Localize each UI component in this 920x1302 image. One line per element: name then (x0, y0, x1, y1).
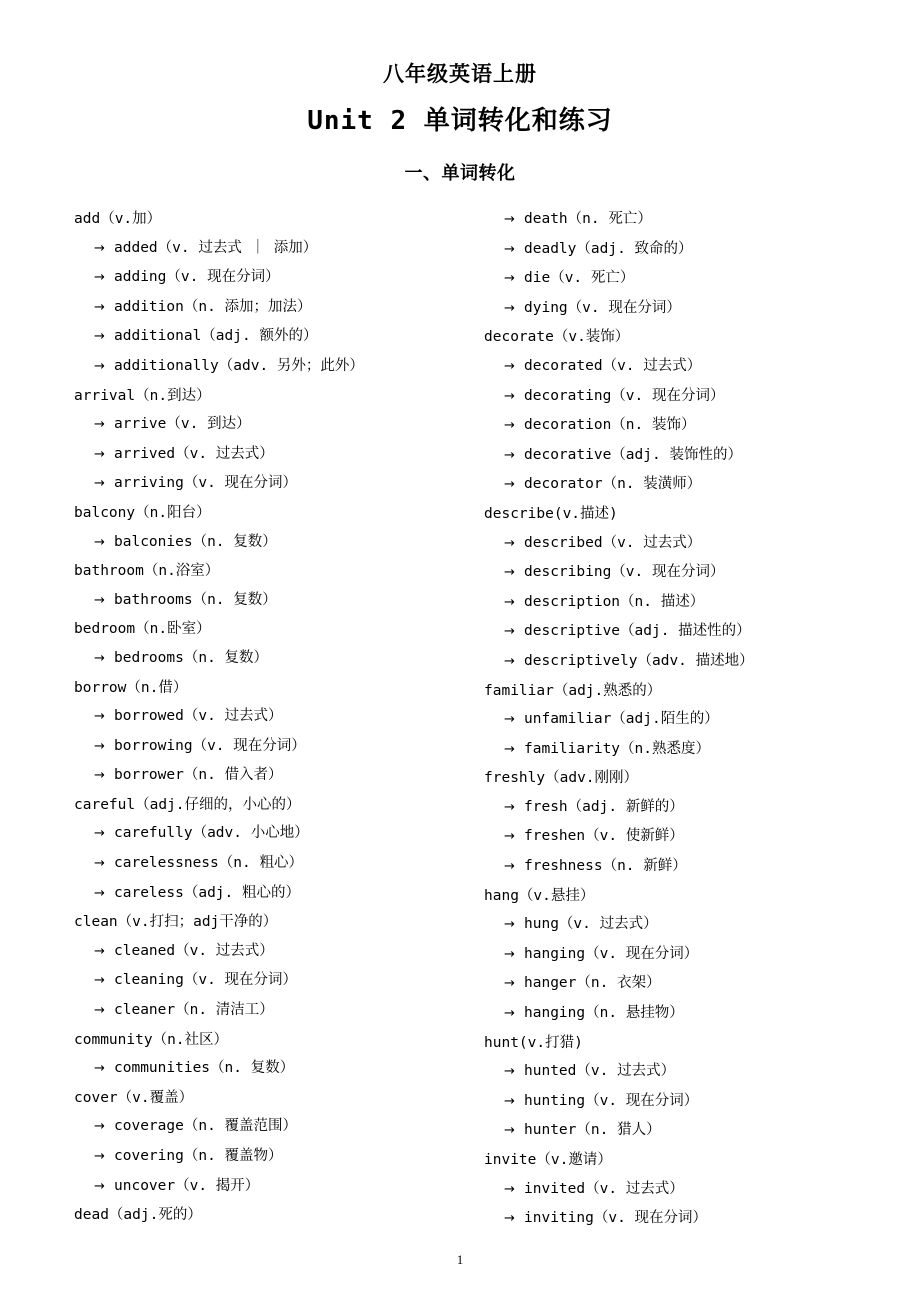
word-entry-derived (482, 910, 848, 940)
word-entry-text: uncover（v. 揭开） (114, 1177, 260, 1194)
arrow-right-icon: → (94, 1119, 105, 1135)
word-entry-headword (482, 764, 848, 793)
word-entry-text: arrive（v. 到达） (114, 416, 251, 433)
word-entry-derived (482, 1087, 848, 1117)
arrow-right-icon: → (504, 1064, 515, 1080)
word-entry-text: hunter（n. 猎人） (524, 1122, 661, 1139)
arrow-right-icon: → (94, 270, 105, 286)
word-entry-derived (482, 441, 848, 471)
arrow-right-icon: → (94, 709, 105, 725)
word-entry-derived (72, 440, 460, 470)
word-entry-headword (72, 1201, 460, 1230)
word-entry-text: borrowing（v. 现在分词） (114, 737, 306, 754)
word-entry-derived (72, 352, 460, 382)
word-entry-text: invited（v. 过去式） (524, 1180, 684, 1197)
word-entry-derived (482, 264, 848, 294)
arrow-right-icon: → (504, 829, 515, 845)
word-entry-headword (72, 499, 460, 528)
arrow-right-icon: → (504, 653, 515, 669)
word-entry-text: careless（adj. 粗心的） (114, 884, 300, 901)
arrow-right-icon: → (504, 1211, 515, 1227)
word-entry-text: dying（v. 现在分词） (524, 299, 681, 316)
word-entry-derived (482, 205, 848, 235)
word-entry-text: decoration（n. 装饰） (524, 417, 696, 434)
word-entry-headword (72, 1084, 460, 1113)
word-entry-derived (482, 588, 848, 618)
word-entry-derived (72, 322, 460, 352)
arrow-right-icon: → (504, 712, 515, 728)
word-entry-headword (72, 382, 460, 411)
word-list-columns (72, 185, 848, 1234)
arrow-right-icon: → (504, 300, 515, 316)
word-entry-derived (482, 969, 848, 999)
word-entry-text: hung（v. 过去式） (524, 916, 658, 933)
word-entry-headword (72, 674, 460, 703)
word-entry-text: balconies（n. 复数） (114, 533, 277, 550)
word-entry-derived (482, 793, 848, 823)
word-entry-derived (482, 558, 848, 588)
word-entry-text: adding（v. 现在分词） (114, 269, 280, 286)
arrow-right-icon: → (504, 535, 515, 551)
word-entry-text: described（v. 过去式） (524, 534, 702, 551)
arrow-right-icon: → (94, 943, 105, 959)
word-entry-text: bedroom（n.卧室） (74, 621, 211, 638)
arrow-right-icon: → (504, 358, 515, 374)
word-entry-text: dead（adj.死的） (74, 1207, 202, 1224)
word-entry-headword (72, 791, 460, 820)
word-entry-text: fresh（adj. 新鲜的） (524, 798, 684, 815)
arrow-right-icon: → (504, 1123, 515, 1139)
arrow-right-icon: → (94, 1003, 105, 1019)
word-entry-headword (72, 1026, 460, 1055)
word-entry-derived (482, 1057, 848, 1087)
word-list-right-column (460, 205, 848, 1234)
word-entry-derived (482, 470, 848, 500)
word-entry-text: description（n. 描述） (524, 593, 705, 610)
word-entry-text: inviting（v. 现在分词） (524, 1210, 708, 1227)
word-list-left-column (72, 205, 460, 1234)
word-entry-text: covering（n. 覆盖物） (114, 1148, 283, 1164)
arrow-right-icon: → (504, 1181, 515, 1197)
word-entry-text: arriving（v. 现在分词） (114, 475, 298, 492)
arrow-right-icon: → (504, 859, 515, 875)
word-entry-text: communities（n. 复数） (114, 1060, 295, 1077)
word-entry-derived (482, 940, 848, 970)
word-entry-derived (72, 234, 460, 264)
word-entry-derived (72, 1054, 460, 1084)
word-entry-derived (72, 1142, 460, 1172)
word-entry-derived (482, 822, 848, 852)
word-entry-text: cleaner（n. 清洁工） (114, 1002, 274, 1019)
arrow-right-icon: → (504, 624, 515, 640)
word-entry-derived (482, 411, 848, 441)
arrow-right-icon: → (504, 1006, 515, 1022)
word-entry-text: careful（adj.仔细的，小心的） (74, 796, 301, 813)
arrow-right-icon: → (94, 358, 105, 374)
word-entry-derived (72, 996, 460, 1026)
word-entry-text: freshly（adv.刚刚） (484, 770, 639, 787)
arrow-right-icon: → (94, 1061, 105, 1077)
word-entry-text: unfamiliar（adj.陌生的） (524, 711, 719, 728)
arrow-right-icon: → (94, 299, 105, 315)
word-entry-text: die（v. 死亡） (524, 270, 635, 287)
word-entry-headword (72, 908, 460, 937)
arrow-right-icon: → (94, 417, 105, 433)
arrow-right-icon: → (504, 477, 515, 493)
word-entry-text: familiarity（n.熟悉度） (524, 740, 710, 757)
word-entry-text: cleaned（v. 过去式） (114, 942, 274, 959)
arrow-right-icon: → (504, 418, 515, 434)
word-entry-text: borrower（n. 借入者） (114, 767, 283, 784)
section-heading: 一、单词转化 (404, 163, 516, 183)
word-entry-text: hanging（v. 现在分词） (524, 945, 699, 962)
word-entry-headword (482, 677, 848, 706)
page-subtitle: Unit 2 单词转化和练习 (307, 106, 613, 136)
word-entry-text: clean（v.打扫；adj干净的） (74, 914, 278, 931)
word-entry-text: community（n.社区） (74, 1031, 229, 1048)
arrow-right-icon: → (504, 447, 515, 463)
word-entry-text: decorator（n. 装潢师） (524, 476, 702, 493)
word-entry-text: borrowed（v. 过去式） (114, 708, 283, 725)
word-entry-text: decorating（v. 现在分词） (524, 387, 725, 404)
arrow-right-icon: → (94, 446, 105, 462)
word-entry-derived (482, 235, 848, 265)
word-entry-derived (482, 705, 848, 735)
word-entry-derived (482, 617, 848, 647)
word-entry-headword (482, 500, 848, 529)
word-entry-derived (482, 294, 848, 324)
word-entry-text: balcony（n.阳台） (74, 504, 211, 521)
arrow-right-icon: → (94, 738, 105, 754)
arrow-right-icon: → (94, 650, 105, 666)
word-entry-headword (482, 882, 848, 911)
arrow-right-icon: → (504, 741, 515, 757)
word-entry-derived (482, 1204, 848, 1234)
word-entry-text: freshness（n. 新鲜） (524, 858, 687, 875)
word-entry-text: bathrooms（n. 复数） (114, 591, 277, 608)
word-entry-text: hunt(v.打猎) (484, 1034, 583, 1051)
word-entry-text: descriptive（adj. 描述性的） (524, 623, 751, 640)
word-entry-headword (72, 205, 460, 234)
word-entry-text: additional（adj. 额外的） (114, 328, 318, 345)
word-entry-text: hunted（v. 过去式） (524, 1063, 676, 1080)
word-entry-derived (72, 1112, 460, 1142)
word-entry-text: borrow（n.借） (74, 679, 188, 696)
word-entry-derived (482, 735, 848, 765)
word-entry-derived (72, 586, 460, 616)
word-entry-headword (482, 1029, 848, 1058)
word-entry-text: arrived（v. 过去式） (114, 445, 274, 462)
word-entry-text: familiar（adj.熟悉的） (484, 682, 662, 699)
arrow-right-icon: → (504, 1093, 515, 1109)
page-title: 八年级英语上册 (383, 62, 537, 86)
arrow-right-icon: → (504, 565, 515, 581)
word-entry-text: carefully（adv. 小心地） (114, 825, 309, 842)
word-entry-text: freshen（v. 使新鲜） (524, 828, 684, 845)
word-entry-text: bathroom（n.浴室） (74, 563, 220, 580)
word-entry-text: hang（v.悬挂） (484, 887, 595, 904)
word-entry-text: add（v.加） (74, 211, 162, 227)
arrow-right-icon: → (94, 534, 105, 550)
word-entry-text: decorative（adj. 装饰性的） (524, 446, 742, 463)
word-entry-derived (482, 1175, 848, 1205)
arrow-right-icon: → (94, 1149, 105, 1164)
arrow-right-icon: → (504, 241, 515, 257)
arrow-right-icon: → (94, 885, 105, 901)
word-entry-derived (482, 999, 848, 1029)
arrow-right-icon: → (504, 976, 515, 992)
arrow-right-icon: → (94, 592, 105, 608)
word-entry-derived (72, 469, 460, 499)
word-entry-derived (72, 879, 460, 909)
word-entry-derived (72, 732, 460, 762)
word-entry-derived (72, 263, 460, 293)
word-entry-derived (72, 1172, 460, 1202)
word-entry-derived (72, 293, 460, 323)
word-entry-derived (72, 819, 460, 849)
word-entry-derived (482, 352, 848, 382)
word-entry-derived (72, 761, 460, 791)
word-entry-text: decorated（v. 过去式） (524, 357, 702, 374)
arrow-right-icon: → (94, 476, 105, 492)
word-entry-derived (72, 410, 460, 440)
arrow-right-icon: → (504, 594, 515, 610)
word-entry-headword (72, 557, 460, 586)
arrow-right-icon: → (94, 856, 105, 872)
word-entry-text: carelessness（n. 粗心） (114, 855, 303, 872)
word-entry-text: coverage（n. 覆盖范围） (114, 1118, 298, 1135)
word-entry-derived (482, 852, 848, 882)
arrow-right-icon: → (94, 240, 105, 256)
word-entry-text: added（v. 过去式 ｜ 添加） (114, 239, 318, 256)
word-entry-text: hanging（n. 悬挂物） (524, 1005, 684, 1022)
arrow-right-icon: → (94, 973, 105, 989)
word-entry-text: death（n. 死亡） (524, 211, 652, 227)
word-entry-text: invite（v.邀请） (484, 1152, 612, 1168)
arrow-right-icon: → (504, 799, 515, 815)
word-entry-derived (482, 529, 848, 559)
word-entry-text: hunting（v. 现在分词） (524, 1092, 699, 1109)
word-entry-derived (72, 644, 460, 674)
word-entry-text: cover（v.覆盖） (74, 1089, 194, 1106)
word-entry-derived (72, 528, 460, 558)
word-entry-derived (72, 702, 460, 732)
word-entry-derived (482, 1116, 848, 1146)
word-entry-text: hanger（n. 衣架） (524, 975, 661, 992)
word-entry-text: bedrooms（n. 复数） (114, 649, 269, 666)
word-entry-text: describe(v.描述) (484, 505, 618, 522)
page-number: 1 (456, 1253, 464, 1267)
word-entry-text: additionally（adv. 另外；此外） (114, 357, 364, 374)
word-entry-text: cleaning（v. 现在分词） (114, 972, 298, 989)
word-entry-text: describing（v. 现在分词） (524, 564, 725, 581)
word-entry-text: descriptively（adv. 描述地） (524, 652, 754, 669)
word-entry-text: deadly（adj. 致命的） (524, 240, 693, 257)
word-entry-text: addition（n. 添加；加法） (114, 298, 312, 315)
word-entry-text: decorate（v.装饰） (484, 329, 630, 346)
arrow-right-icon: → (94, 826, 105, 842)
arrow-right-icon: → (94, 1178, 105, 1194)
arrow-right-icon: → (94, 329, 105, 345)
arrow-right-icon: → (94, 768, 105, 784)
arrow-right-icon: → (504, 946, 515, 962)
word-entry-derived (72, 849, 460, 879)
word-entry-text: arrival（n.到达） (74, 387, 211, 404)
word-entry-derived (72, 937, 460, 967)
word-entry-derived (72, 966, 460, 996)
arrow-right-icon: → (504, 388, 515, 404)
arrow-right-icon: → (504, 271, 515, 287)
arrow-right-icon: → (504, 212, 515, 227)
word-entry-derived (482, 382, 848, 412)
word-entry-headword (482, 1146, 848, 1175)
word-entry-derived (482, 647, 848, 677)
word-entry-headword (482, 323, 848, 352)
word-entry-headword (72, 615, 460, 644)
arrow-right-icon: → (504, 917, 515, 933)
